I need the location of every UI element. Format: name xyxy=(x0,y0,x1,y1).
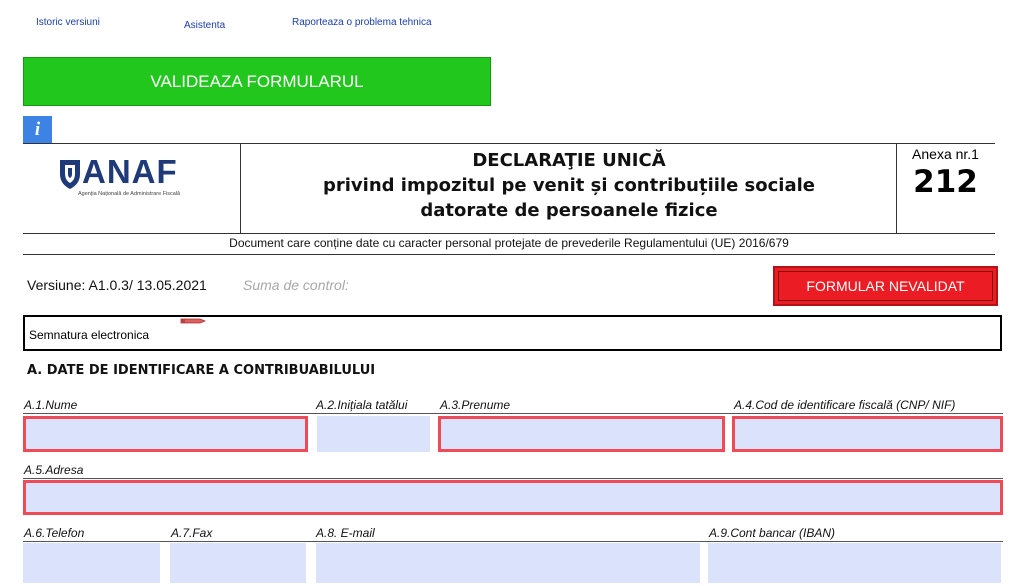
cnp-input[interactable] xyxy=(732,416,1003,452)
label-telefon: A.6.Telefon xyxy=(24,526,85,540)
anexa-label: Anexa nr.1 xyxy=(912,146,979,162)
anaf-logo-subtitle: Agenția Națională de Administrare Fiscală xyxy=(78,191,181,197)
label-adresa: A.5.Adresa xyxy=(24,463,84,477)
privacy-notice: Document care conține date cu caracter personal protejate de prevederile Regulamentului (UE) 2016/679 xyxy=(229,236,789,250)
electronic-signature-field[interactable] xyxy=(23,315,1002,351)
label-iban: A.9.Cont bancar (IBAN) xyxy=(709,526,836,540)
form-status-button[interactable]: FORMULAR NEVALIDAT xyxy=(773,266,998,306)
checksum-label: Suma de control: xyxy=(243,277,349,293)
iban-input[interactable] xyxy=(708,543,1001,583)
link-istoric-versiuni[interactable]: Istoric versiuni xyxy=(36,17,100,28)
nume-input[interactable] xyxy=(23,416,308,452)
anaf-logo-text: ANAF xyxy=(82,153,178,190)
prenume-input[interactable] xyxy=(438,416,725,452)
link-asistenta[interactable]: Asistenta xyxy=(184,20,226,31)
fax-input[interactable] xyxy=(170,543,306,583)
divider xyxy=(23,541,1003,542)
label-prenume: A.3.Prenume xyxy=(440,398,511,412)
version-text: Versiune: A1.0.3/ 13.05.2021 xyxy=(27,277,207,293)
label-cnp: A.4.Cod de identificare fiscală (CNP/ NIF) xyxy=(734,398,956,412)
adresa-input[interactable] xyxy=(23,480,1003,515)
label-email: A.8. E-mail xyxy=(316,526,375,540)
initiala-tatalui-input[interactable] xyxy=(317,416,430,452)
divider xyxy=(23,254,995,255)
info-icon[interactable]: i xyxy=(23,116,52,143)
form-number: 212 xyxy=(913,164,978,200)
label-fax: A.7.Fax xyxy=(171,526,213,540)
form-title xyxy=(242,148,896,223)
telefon-input[interactable] xyxy=(23,543,160,583)
signature-label: Semnatura electronica xyxy=(29,328,150,342)
divider xyxy=(23,413,1003,414)
validate-form-button[interactable]: VALIDEAZA FORMULARUL xyxy=(23,57,491,106)
pen-icon[interactable] xyxy=(180,317,206,325)
link-raporteaza-problema[interactable]: Raporteaza o problema tehnica xyxy=(292,17,432,28)
anaf-shield-icon xyxy=(60,160,80,189)
label-nume: A.1.Nume xyxy=(24,398,78,412)
header-divider xyxy=(240,143,241,234)
divider xyxy=(23,478,1003,479)
title-line: privind impozitul pe venit și contribuțiile sociale xyxy=(322,175,816,196)
section-a-title: A. DATE DE IDENTIFICARE A CONTRIBUABILULUI xyxy=(27,363,376,378)
title-line: datorate de persoanele fizice xyxy=(420,200,718,221)
title-line: DECLARAŢIE UNICĂ xyxy=(472,150,666,171)
label-initiala: A.2.Inițiala tatălui xyxy=(316,398,408,412)
email-input[interactable] xyxy=(316,543,700,583)
